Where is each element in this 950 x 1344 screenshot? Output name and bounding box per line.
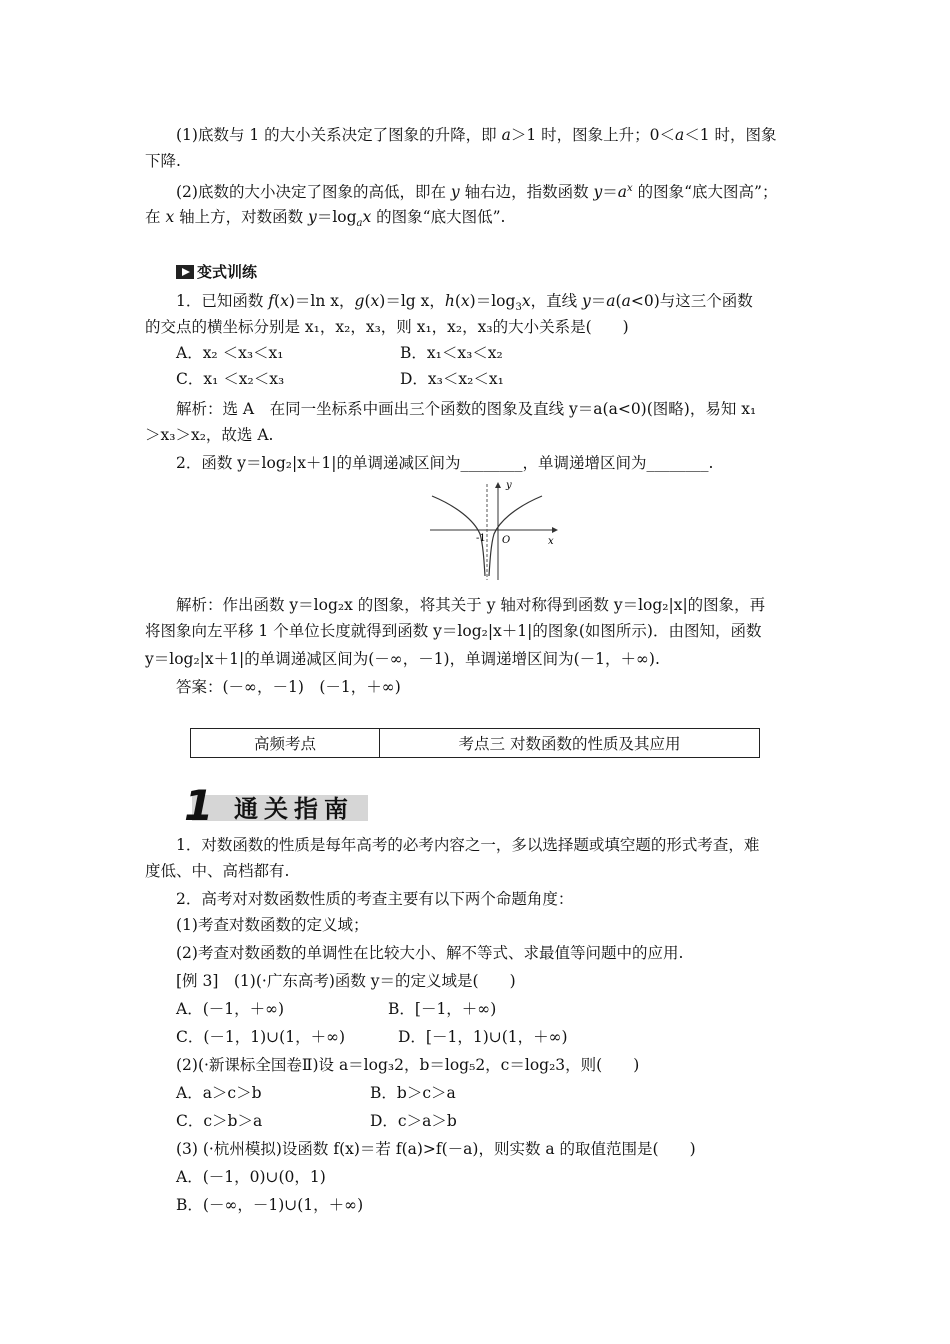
origin-label: O — [502, 535, 511, 546]
ex3-option-a1: A．(－1，＋∞) — [176, 1000, 285, 1018]
solution-2-line-1: 解析：作出函数 y＝log₂x 的图象，将其关于 y 轴对称得到函数 y＝log₂|x|的图象，再 — [176, 596, 766, 614]
var: x — [370, 292, 380, 310]
example-3-line-1: [例 3] (1)(·广东高考)函数 y＝的定义域是( ) — [176, 972, 516, 990]
x-label: x — [548, 536, 554, 547]
option-a: A．x₂ ＜x₃＜x₁ — [176, 344, 284, 362]
solution-1-line-2: ＞x₃＞x₂，故选 A. — [145, 426, 274, 444]
text: (2)底数的大小决定了图象的高低，即在 — [176, 183, 451, 202]
var-y: y — [308, 208, 317, 226]
option-d: D．x₃＜x₂＜x₁ — [400, 370, 504, 388]
var: x — [521, 292, 531, 310]
var: x — [460, 292, 470, 310]
paragraph-1-line-1 — [176, 124, 777, 146]
ex3-option-b2: B．b＞c＞a — [370, 1084, 456, 1102]
text: ＞1 时，图象上升；0＜ — [510, 126, 676, 144]
right-branch — [489, 496, 542, 576]
text: 1．已知函数 — [176, 292, 269, 310]
play-triangle-icon — [176, 265, 194, 279]
text: ，直线 — [530, 292, 582, 310]
section-title: 变式训练 — [197, 263, 258, 281]
var: g — [354, 292, 365, 310]
var-y: y — [593, 183, 603, 202]
var-a: a — [617, 183, 628, 202]
var-x: x — [362, 208, 372, 226]
question-1-line-1 — [176, 290, 753, 319]
text: 轴上方，对数函数 — [174, 208, 309, 226]
table-row — [191, 729, 760, 758]
var: h — [444, 292, 455, 310]
ex3-option-d1: D．[－1，1)∪(1，＋∞) — [398, 1028, 568, 1046]
option-b: B．x₁＜x₃＜x₂ — [400, 344, 503, 362]
var: a — [606, 292, 616, 310]
banner-number: 1 — [184, 781, 214, 830]
text: )＝lg x， — [379, 292, 445, 310]
question-1-line-2: 的交点的横坐标分别是 x₁，x₂，x₃，则 x₁，x₂，x₃的大小关系是( ) — [145, 318, 629, 336]
table-cell-left: 高频考点 — [191, 729, 380, 758]
subscript: 3 — [515, 302, 522, 314]
text: (1)底数与 1 的大小关系决定了图象的升降，即 — [176, 126, 502, 144]
y-label: y — [506, 480, 512, 491]
section-heading — [176, 262, 257, 282]
var-a: a — [501, 126, 511, 144]
example-3-line-3: (3) (·杭州模拟)设函数 f(x)＝若 f(a)>f(－a)，则实数 a 的取值范围是( ) — [176, 1140, 696, 1158]
var: x — [280, 292, 289, 310]
var-y: y — [450, 183, 460, 202]
guide-line-4: (1)考查对数函数的定义域； — [176, 916, 369, 934]
var: a — [621, 292, 631, 310]
neg-one-label: -1 — [476, 533, 486, 544]
y-axis-arrow-icon — [495, 482, 501, 488]
guide-line-5: (2)考查对数函数的单调性在比较大小、解不等式、求最值等问题中的应用. — [176, 944, 684, 962]
text: ( — [615, 292, 622, 310]
text: 的图象“底大图低”. — [371, 208, 506, 226]
guide-line-1: 1．对数函数的性质是每年高考的必考内容之一，多以选择题或填空题的形式考查，难 — [176, 836, 760, 854]
text: 轴右边，指数函数 — [459, 183, 594, 202]
var-x: x — [627, 183, 633, 194]
ex3-option-b1: B．[－1，＋∞) — [388, 1000, 497, 1018]
guide-banner — [174, 781, 370, 830]
paragraph-2-line-1 — [176, 178, 777, 203]
paragraph-2-line-2 — [145, 206, 505, 235]
paragraph-1-line-2: 下降. — [145, 152, 181, 170]
text: ＝log — [316, 208, 357, 226]
table-cell-right: 考点三 对数函数的性质及其应用 — [380, 729, 760, 758]
var: f — [268, 292, 275, 310]
banner-title: 通关指南 — [234, 795, 354, 823]
ex3-option-d2: D．c＞a＞b — [370, 1112, 457, 1130]
guide-line-2: 度低、中、高档都有. — [145, 862, 290, 880]
text: 的图象“底大图高”； — [632, 183, 778, 202]
text: <0)与这三个函数 — [630, 292, 753, 310]
answer-line: 答案：(－∞，－1) (－1，＋∞) — [176, 678, 401, 696]
var-a: a — [675, 126, 685, 144]
text: )＝ln x， — [288, 292, 355, 310]
text: ( — [454, 292, 461, 310]
topic-table — [190, 728, 760, 758]
example-3-line-2: (2)(·新课标全国卷Ⅱ)设 a＝log₃2，b＝log₅2，c＝log₂3，则( ) — [176, 1056, 640, 1074]
option-c: C．x₁ ＜x₂＜x₃ — [176, 370, 285, 388]
ex3-option-a3: A．(－1，0)∪(0，1) — [176, 1168, 326, 1186]
solution-2-line-2: 将图象向左平移 1 个单位长度就得到函数 y＝log₂|x＋1|的图象(如图所示)．由图知，函数 — [145, 622, 762, 640]
var-a: a — [356, 218, 363, 230]
text: )＝log — [469, 292, 516, 310]
guide-line-3: 2．高考对对数函数性质的考查主要有以下两个命题角度： — [176, 890, 574, 908]
text: ＝ — [590, 292, 607, 310]
ex3-option-c2: C．c＞b＞a — [176, 1112, 263, 1130]
text: 在 — [145, 208, 166, 226]
var: y — [582, 292, 591, 310]
question-2-line: 2．函数 y＝log₂|x＋1|的单调递减区间为________，单调递增区间为________. — [176, 454, 714, 472]
solution-1-line-1: 解析：选 A 在同一坐标系中画出三个函数的图象及直线 y＝a(a<0)(图略)，易知 x₁ — [176, 400, 757, 418]
ex3-option-b3: B．(－∞，－1)∪(1，＋∞) — [176, 1196, 364, 1214]
log-abs-graph — [426, 480, 562, 584]
text: ( — [364, 292, 371, 310]
text: ＜1 时，图象 — [684, 126, 777, 144]
ex3-option-c1: C．(－1，1)∪(1，＋∞) — [176, 1028, 346, 1046]
x-axis-arrow-icon — [552, 527, 558, 533]
solution-2-line-3: y＝log₂|x＋1|的单调递减区间为(－∞，－1)，单调递增区间为(－1，＋∞). — [145, 650, 660, 668]
text: ＝ — [602, 183, 618, 202]
var-x: x — [165, 208, 175, 226]
ex3-option-a2: A．a＞c＞b — [176, 1084, 262, 1102]
text: ( — [274, 292, 281, 310]
